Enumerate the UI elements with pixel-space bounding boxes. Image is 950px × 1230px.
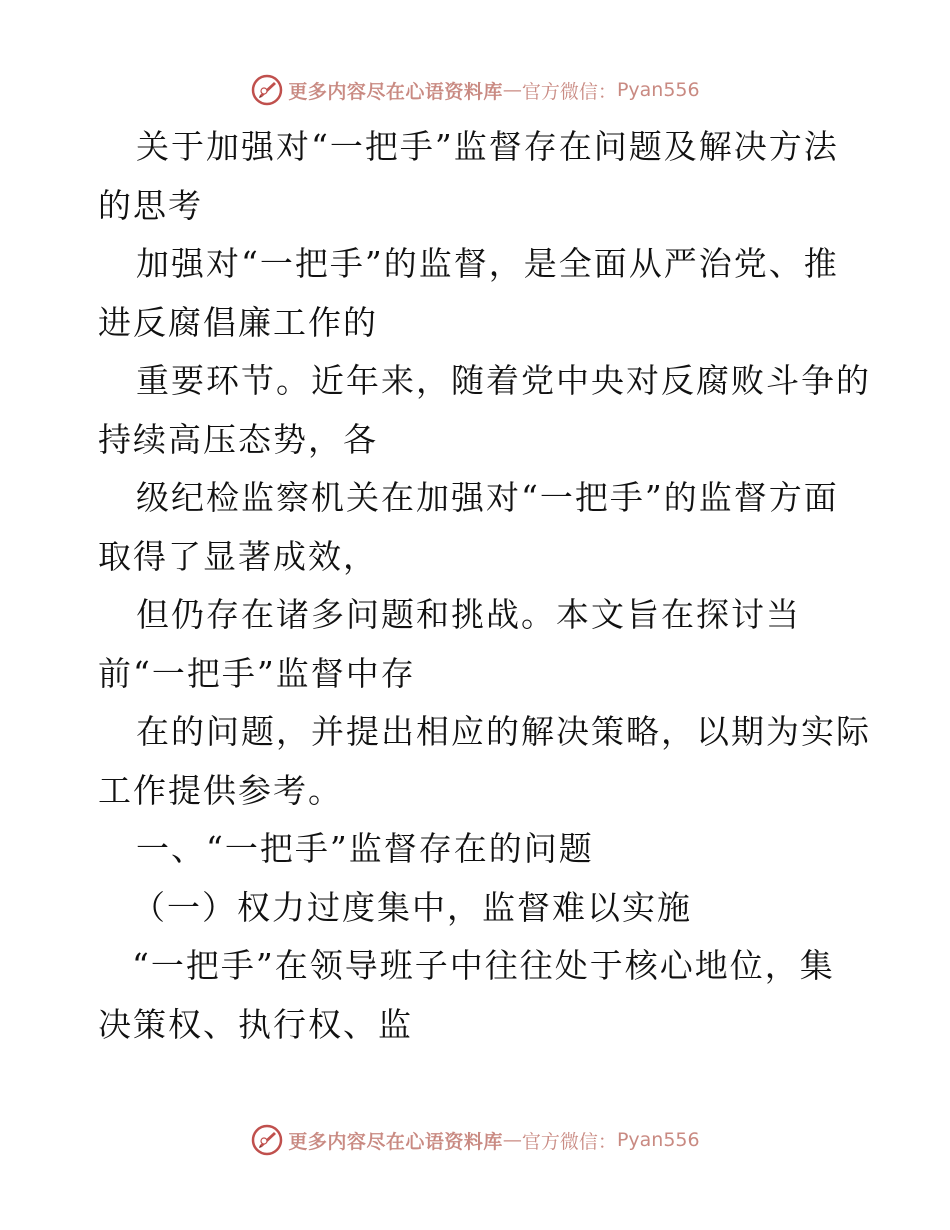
paragraph-line: 但仍存在诸多问题和挑战。本文旨在探讨当	[136, 595, 801, 634]
paragraph-line: 决策权、执行权、监	[98, 1004, 413, 1044]
paragraph-line: 加强对“一把手”的监督，是全面从严治党、推	[136, 244, 839, 283]
header-banner	[0, 70, 950, 110]
document-body	[98, 118, 871, 1054]
banner-wechat-id: Pyan556	[616, 1129, 700, 1151]
banner-separator: —	[502, 79, 522, 101]
banner-wechat-label: 官方微信：	[521, 1130, 617, 1153]
banner-main-text: 更多内容尽在心语资料库	[288, 80, 503, 103]
subsection-heading: （一）权力过度集中，监督难以实施	[132, 887, 692, 927]
footer-banner	[0, 1120, 950, 1160]
paragraph-line: 工作提供参考。	[98, 770, 343, 810]
paragraph-line: 前“一把手”监督中存	[98, 653, 416, 693]
logo-icon	[250, 73, 284, 107]
banner-main-text: 更多内容尽在心语资料库	[288, 1130, 503, 1153]
paragraph-line: 在的问题，并提出相应的解决策略，以期为实际	[136, 712, 871, 751]
paragraph-line: “一把手”在领导班子中往往处于核心地位，集	[132, 946, 835, 985]
document-title-line-2: 的思考	[98, 185, 203, 225]
banner-wechat-label: 官方微信：	[521, 80, 617, 103]
banner-wechat-id: Pyan556	[616, 79, 700, 101]
paragraph-line: 取得了显著成效，	[98, 536, 378, 576]
paragraph-line: 级纪检监察机关在加强对“一把手”的监督方面	[136, 478, 839, 517]
document-title-line-1: 关于加强对“一把手”监督存在问题及解决方法	[136, 127, 839, 166]
logo-icon	[250, 1123, 284, 1157]
paragraph-line: 持续高压态势，各	[98, 419, 378, 459]
paragraph-line: 重要环节。近年来，随着党中央对反腐败斗争的	[136, 361, 871, 400]
section-heading: 一、“一把手”监督存在的问题	[136, 829, 594, 868]
banner-separator: —	[502, 1129, 522, 1151]
paragraph-line: 进反腐倡廉工作的	[98, 302, 378, 342]
